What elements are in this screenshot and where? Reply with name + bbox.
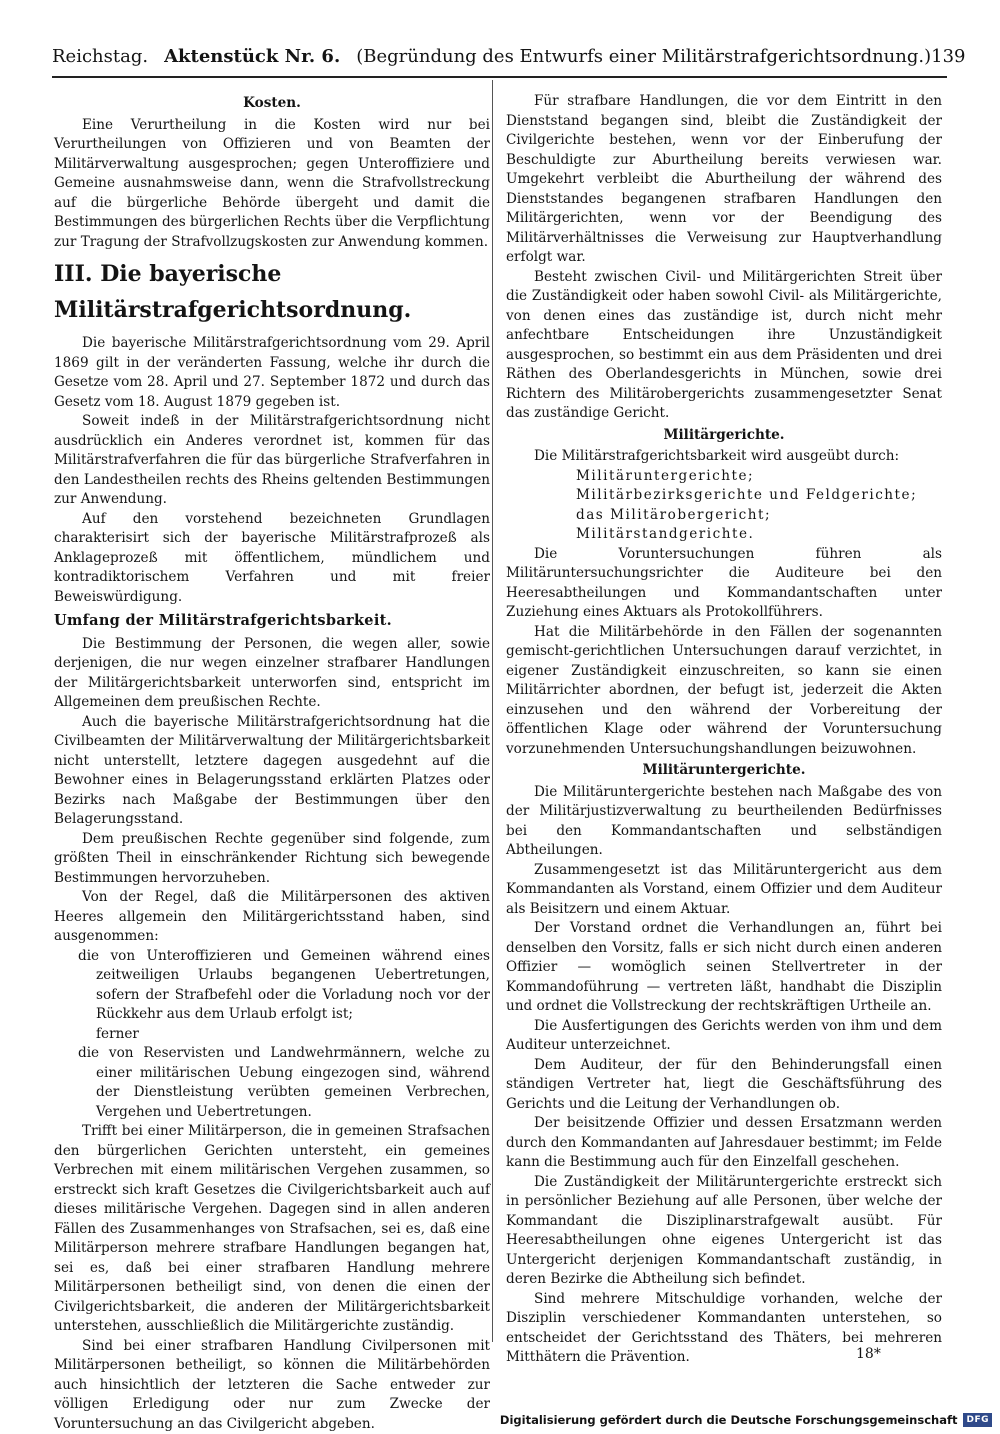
section-heading: Militärgerichte. [663, 426, 785, 443]
section-heading: Kosten. [243, 95, 301, 111]
court-list-item: Militärbezirksgerichte und Feldgerichte; [576, 487, 918, 503]
dfg-logo: DFG [963, 1413, 992, 1427]
paragraph: Hat die Militärbehörde in den Fällen der sogenannten gemischt-gerichtlichen Untersuchungen darauf verzichtet, in eigener Zuständigkeit einzuschreiten, so kann sie einen Militärrichter abordnen, der befugt ist, jederzeit die Akten einzusehen und den während der Vorbereitung der öffentlichen Klage oder während der Voruntersuchung vorzunehmenden Untersuchungshandlungen beizuwohnen. [506, 623, 942, 757]
paragraph: Die Zuständigkeit der Militäruntergerichte erstreckt sich in persönlicher Beziehung auf alle Personen, über welche der Kommandant die Disziplinarstrafgewalt ausübt. Für Heeresabtheilungen ohne eigenes Untergericht ist das Untergericht derjenigen Kommandantschaft zuständig, in deren Bezirke die Abtheilung sich befindet. [506, 1173, 942, 1287]
header-run [52, 46, 931, 67]
list-item: die von Reservisten und Landwehrmännern, welche zu einer militärischen Uebung eingezogen sind, während der Dienstleistung verübten gemeinen Verbrechen, Vergehen und Uebertretungen. [78, 1045, 490, 1120]
paragraph: Trifft bei einer Militärperson, die in gemeinen Strafsachen den bürgerlichen Gerichten untersteht, ein gemeines Verbrechen mit einem militärischen Vergehen zusammen, so erstreckt sich kraft Gesetzes die Civilgerichtsbarkeit auch auf dieses militärische Vergehen. Dagegen sind in allen anderen Fällen des Zusammenhanges von Strafsachen, sei es, daß eine Militärperson mehrere strafbare Handlungen begangen hat, sei es, daß bei einer strafbaren Handlung mehrere Militärpersonen betheiligt sind, von denen die einen der Civilgerichtsbarkeit, die anderen der Militärgerichtsbarkeit unterstehen, ausschließlich die Militärgerichte zuständig. [54, 1123, 490, 1334]
paragraph: Die Voruntersuchungen führen als Militäruntersuchungsrichter die Auditeure bei den Heeresabtheilungen und Kommandantschaften unter Zuziehung eines Aktuars als Protokollführers. [506, 545, 942, 620]
court-list-item: Militäruntergerichte; [576, 467, 755, 484]
right-column [506, 92, 942, 1368]
paragraph: Der Vorstand ordnet die Verhandlungen an, führt bei denselben den Vorsitz, falls er sich nicht durch einen anderen Offizier — womöglich seinen Stellvertreter in der Kommandoführung — vertreten läßt, handhabt die Disziplin und ordnet die Vollstreckung der rechtskräftigen Urtheile an. [506, 920, 942, 1014]
list-item: die von Unteroffizieren und Gemeinen während eines zeitweiligen Urlaubs begangenen Uebertretungen, sofern der Strafbefehl oder die Vorladung noch vor der Rückkehr aus dem Urlaub erfolgt ist; [78, 947, 490, 1022]
section-heading: Militäruntergerichte. [642, 762, 806, 778]
header-doc: Aktenstück Nr. 6. [164, 45, 341, 67]
paragraph: Für strafbare Handlungen, die vor dem Eintritt in den Dienststand begangen sind, bleibt die Zuständigkeit der Civilgerichte bestehen, wenn vor der Einberufung der Beschuldigte zur Aburtheilung bereits verwiesen war. Umgekehrt verbleibt die Aburtheilung der während des Dienststandes begangenen strafbaren Handlungen den Militärgerichten, wenn vor der Beendigung des Militärverhältnisses die Verweisung zur Hauptverhandlung erfolgt war. [506, 93, 942, 265]
paragraph: Sind mehrere Mitschuldige vorhanden, welche der Disziplin verschiedener Kommandanten unterstehen, so entscheidet der Gerichtsstand des Thäters, bei mehreren Mitthätern die Prävention. [506, 1290, 942, 1365]
column-divider [492, 80, 493, 1342]
left-column [54, 92, 490, 1434]
header-subject: (Begründung des Entwurfs einer Militärstrafgerichtsordnung.) [356, 45, 932, 67]
list-connector: ferner [96, 1025, 139, 1042]
page-number: 139 [931, 45, 966, 67]
paragraph: Der beisitzende Offizier und dessen Ersatzmann werden durch den Kommandanten auf Jahresdauer bestimmt; im Felde kann die Bestimmung auch für den Einzelfall geschehen. [506, 1115, 942, 1170]
paragraph: Die Ausfertigungen des Gerichts werden von ihm und dem Auditeur unterzeichnet. [506, 1017, 942, 1053]
paragraph: Dem preußischen Rechte gegenüber sind folgende, zum größten Theil in einschränkender Richtung sich bewegende Bestimmungen hervorzuheben. [54, 830, 490, 886]
signature-mark: 18* [856, 1346, 881, 1362]
paragraph: Die Militäruntergerichte bestehen nach Maßgabe des von der Militärjustizverwaltung zu beurtheilenden Bedürfnisses bei den Kommandantschaften und selbständigen Abtheilungen. [506, 783, 942, 858]
paragraph: Sind bei einer strafbaren Handlung Civilpersonen mit Militärpersonen betheiligt, so können die Militärbehörden auch hinsichtlich der letzteren die Sache entweder zur völligen Erledigung oder nur zum Zwecke der Voruntersuchung an das Civilgericht abgeben. [54, 1337, 490, 1432]
paragraph: Auf den vorstehend bezeichneten Grundlagen charakterisirt sich der bayerische Militärstrafprozeß als Anklageprozeß mit öffentlichem, mündlichem und kontradiktorischem Verfahren und mit freier Beweiswürdigung. [54, 510, 490, 605]
paragraph: Von der Regel, daß die Militärpersonen des aktiven Heeres allgemein den Militärgerichtsstand haben, sind ausgenommen: [54, 889, 490, 944]
court-list-item: das Militärobergericht; [576, 506, 772, 523]
paragraph: Dem Auditeur, der für den Behinderungsfall einen ständigen Vertreter hat, liegt die Geschäftsführung des Gerichts und die Leitung der Verhandlungen ob. [506, 1056, 942, 1112]
dfg-credit [499, 1410, 992, 1430]
paragraph: Die Bestimmung der Personen, die wegen aller, sowie derjenigen, die nur wegen einzelner strafbarer Handlungen der Militärgerichtsbarkeit unterworfen sind, entspricht im Allgemeinen dem preußischen Rechte. [54, 635, 490, 710]
court-list-item: Militärstandgerichte. [576, 526, 755, 542]
chapter-heading: III. Die bayerische Militärstrafgerichtsordnung. [54, 261, 412, 323]
paragraph: Zusammengesetzt ist das Militäruntergericht aus dem Kommandanten als Vorstand, einem Offizier und dem Auditeur als Beisitzern und einem Aktuar. [506, 861, 942, 917]
paragraph: Soweit indeß in der Militärstrafgerichtsordnung nicht ausdrücklich ein Anderes verordnet ist, kommen für das Militärstrafverfahren die für das bürgerliche Strafverfahren in den Landestheilen rechts des Rheins geltenden Bestimmungen zur Anwendung. [54, 413, 490, 507]
subsection-heading: Umfang der Militärstrafgerichtsbarkeit. [54, 612, 392, 629]
paragraph: Auch die bayerische Militärstrafgerichtsordnung hat die Civilbeamten der Militärverwaltung der Militärgerichtsbarkeit nicht unterstellt, letztere dagegen ausgedehnt auf die Bewohner eines in Belagerungsstand erklärten Platzes oder Bezirks nach Maßgabe der Bestimmungen über den Belagerungsstand. [54, 713, 490, 827]
running-header [52, 36, 966, 78]
paragraph: Besteht zwischen Civil- und Militärgerichten Streit über die Zuständigkeit oder haben sowohl Civil- als Militärgerichte, von denen eines das zuständige ist, durch nicht mehr anfechtbare Entscheidungen ihre Unzuständigkeit ausgesprochen, so bestimmt ein aus dem Präsidenten und drei Räthen des Oberlandesgerichts in München, sowie drei Richtern des Militärobergerichts zusammengesetzter Senat das zuständige Gericht. [506, 268, 942, 421]
header-body: Reichstag. [52, 45, 149, 67]
paragraph: Die Militärstrafgerichtsbarkeit wird ausgeübt durch: [534, 448, 900, 464]
dfg-credit-text: Digitalisierung gefördert durch die Deutsche Forschungsgemeinschaft [499, 1413, 958, 1427]
paragraph: Die bayerische Militärstrafgerichtsordnung vom 29. April 1869 gilt in der veränderten Fassung, welche ihr durch die Gesetze vom 28. April und 27. September 1872 und durch das Gesetz vom 18. August 1879 gegeben ist. [54, 335, 490, 410]
paragraph: Eine Verurtheilung in die Kosten wird nur bei Verurtheilungen von Offizieren und von Beamten der Militärverwaltung ausgesprochen; gegen Unteroffiziere und Gemeine ausnahmsweise dann, wenn die Strafvollstreckung auf die bürgerliche Behörde übergeht und damit die Bestimmungen des bürgerlichen Rechts über die Verpflichtung zur Tragung der Strafvollzugskosten zur Anwendung kommen. [54, 116, 490, 250]
